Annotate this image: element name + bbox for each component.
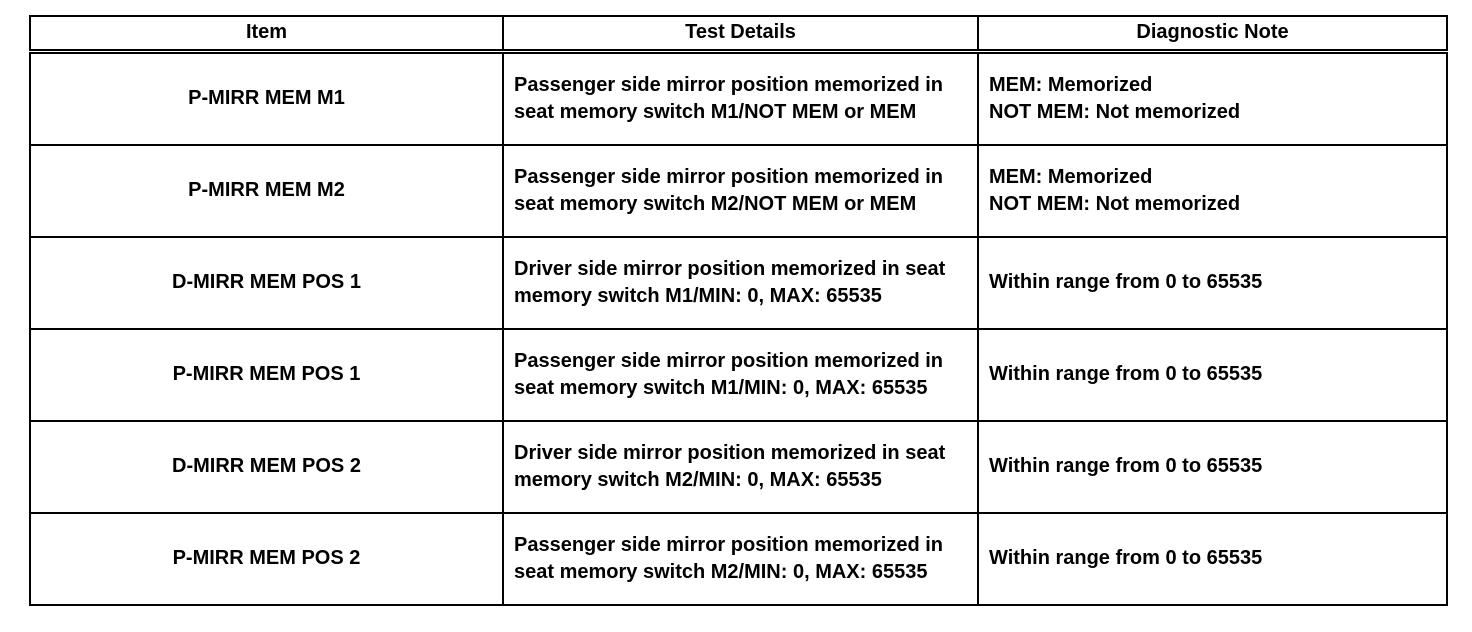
diagnostic-table bbox=[29, 15, 1448, 606]
table-row bbox=[30, 513, 1447, 605]
note-cell: Within range from 0 to 65535 bbox=[978, 421, 1447, 513]
note-line: NOT MEM: Not memorized bbox=[989, 193, 1241, 215]
table-row bbox=[30, 237, 1447, 329]
table-row bbox=[30, 145, 1447, 237]
item-cell: P-MIRR MEM POS 2 bbox=[30, 513, 503, 605]
item-cell: P-MIRR MEM M2 bbox=[30, 145, 503, 237]
note-cell: Within range from 0 to 65535 bbox=[978, 237, 1447, 329]
item-cell: D-MIRR MEM POS 1 bbox=[30, 237, 503, 329]
note-cell bbox=[978, 145, 1447, 237]
details-cell: Driver side mirror position memorized in seat memory switch M1/MIN: 0, MAX: 65535 bbox=[503, 237, 978, 329]
note-cell: Within range from 0 to 65535 bbox=[978, 329, 1447, 421]
details-cell: Driver side mirror position memorized in seat memory switch M2/MIN: 0, MAX: 65535 bbox=[503, 421, 978, 513]
header-diagnostic-note: Diagnostic Note bbox=[978, 16, 1447, 52]
header-item: Item bbox=[30, 16, 503, 52]
table-row bbox=[30, 52, 1447, 146]
details-cell: Passenger side mirror position memorized in seat memory switch M2/MIN: 0, MAX: 65535 bbox=[503, 513, 978, 605]
item-cell: P-MIRR MEM POS 1 bbox=[30, 329, 503, 421]
item-cell: D-MIRR MEM POS 2 bbox=[30, 421, 503, 513]
table-row bbox=[30, 329, 1447, 421]
details-cell: Passenger side mirror position memorized in seat memory switch M1/MIN: 0, MAX: 65535 bbox=[503, 329, 978, 421]
details-cell: Passenger side mirror position memorized in seat memory switch M1/NOT MEM or MEM bbox=[503, 52, 978, 146]
note-line: MEM: Memorized bbox=[989, 165, 1153, 188]
note-line: NOT MEM: Not memorized bbox=[989, 101, 1241, 123]
note-cell bbox=[978, 52, 1447, 146]
table-row bbox=[30, 421, 1447, 513]
header-test-details: Test Details bbox=[503, 16, 978, 52]
header-row bbox=[30, 16, 1447, 52]
note-cell: Within range from 0 to 65535 bbox=[978, 513, 1447, 605]
note-line: MEM: Memorized bbox=[989, 73, 1153, 96]
details-cell: Passenger side mirror position memorized in seat memory switch M2/NOT MEM or MEM bbox=[503, 145, 978, 237]
item-cell: P-MIRR MEM M1 bbox=[30, 52, 503, 146]
